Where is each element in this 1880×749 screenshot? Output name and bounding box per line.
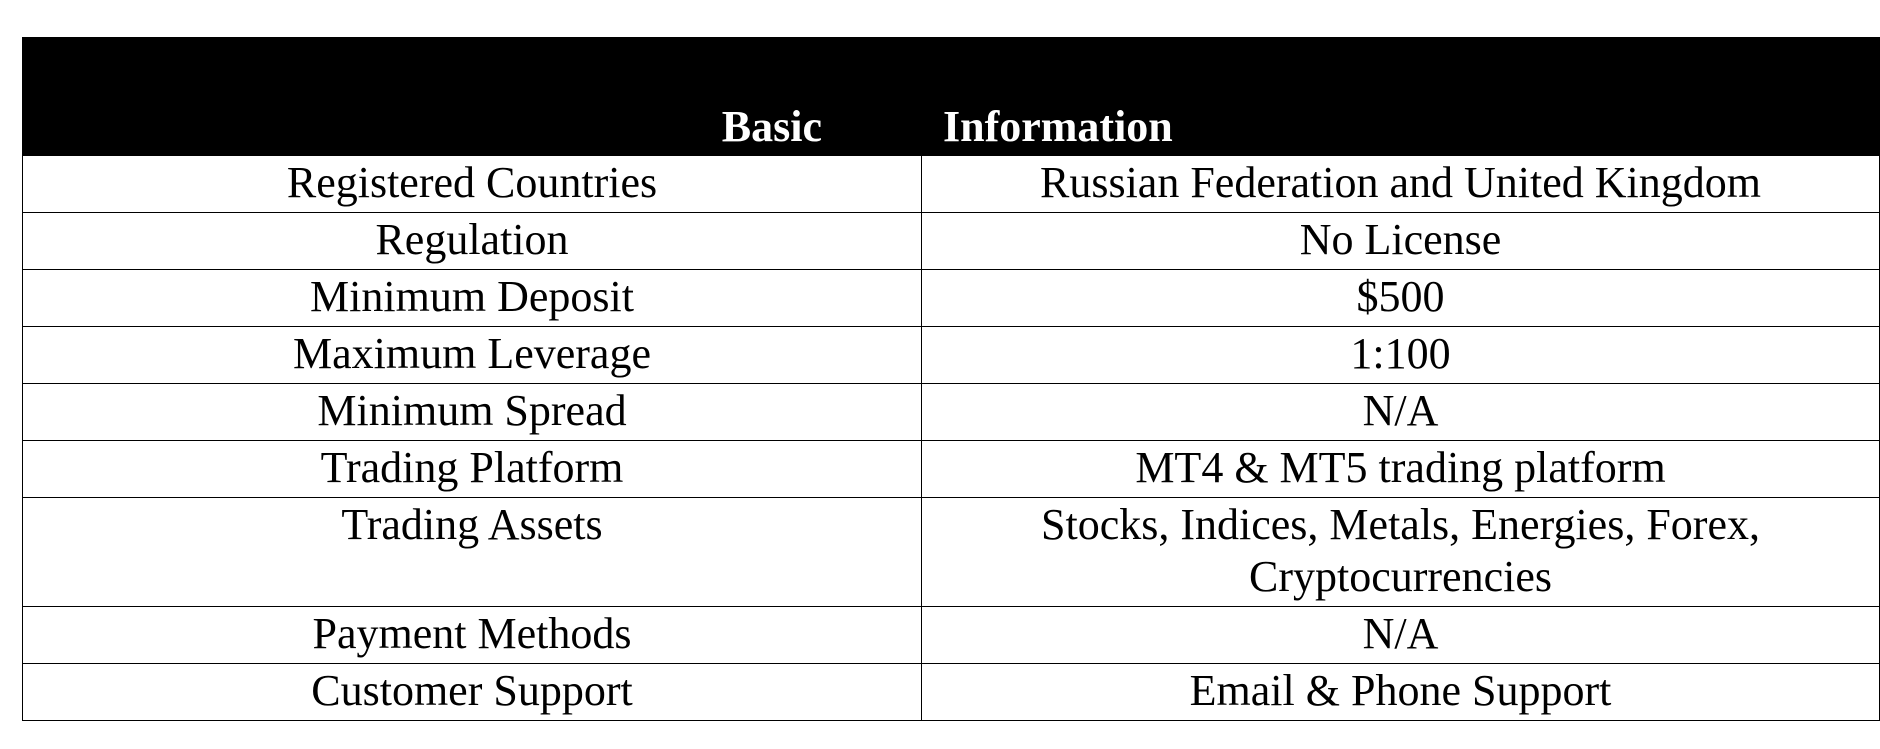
table-row bbox=[23, 664, 1880, 721]
table-row bbox=[23, 384, 1880, 441]
table-row bbox=[23, 441, 1880, 498]
table-row bbox=[23, 156, 1880, 213]
row-value-line-1: Stocks, Indices, Metals, Energies, Forex, bbox=[1041, 500, 1760, 549]
row-label: Minimum Deposit bbox=[23, 270, 922, 327]
row-label: Minimum Spread bbox=[23, 384, 922, 441]
table-row bbox=[23, 327, 1880, 384]
row-label: Payment Methods bbox=[23, 607, 922, 664]
row-label: Trading Platform bbox=[23, 441, 922, 498]
table-header-row bbox=[23, 38, 1880, 156]
row-value: N/A bbox=[922, 384, 1880, 441]
row-value-line-2: Cryptocurrencies bbox=[1249, 552, 1552, 601]
row-value: 1:100 bbox=[922, 327, 1880, 384]
table-row bbox=[23, 607, 1880, 664]
row-value: Email & Phone Support bbox=[922, 664, 1880, 721]
table-row bbox=[23, 213, 1880, 270]
row-value: Russian Federation and United Kingdom bbox=[922, 156, 1880, 213]
table-row bbox=[23, 498, 1880, 607]
row-label: Customer Support bbox=[23, 664, 922, 721]
table-row bbox=[23, 270, 1880, 327]
row-value: $500 bbox=[922, 270, 1880, 327]
row-value: N/A bbox=[922, 607, 1880, 664]
row-value bbox=[922, 498, 1880, 607]
basic-information-table bbox=[22, 37, 1880, 721]
row-label: Trading Assets bbox=[23, 498, 922, 607]
row-label: Regulation bbox=[23, 213, 922, 270]
header-cell-information: Information bbox=[922, 38, 1880, 156]
row-value: MT4 & MT5 trading platform bbox=[922, 441, 1880, 498]
row-label: Registered Countries bbox=[23, 156, 922, 213]
header-cell-basic: Basic bbox=[23, 38, 922, 156]
row-label: Maximum Leverage bbox=[23, 327, 922, 384]
row-value: No License bbox=[922, 213, 1880, 270]
